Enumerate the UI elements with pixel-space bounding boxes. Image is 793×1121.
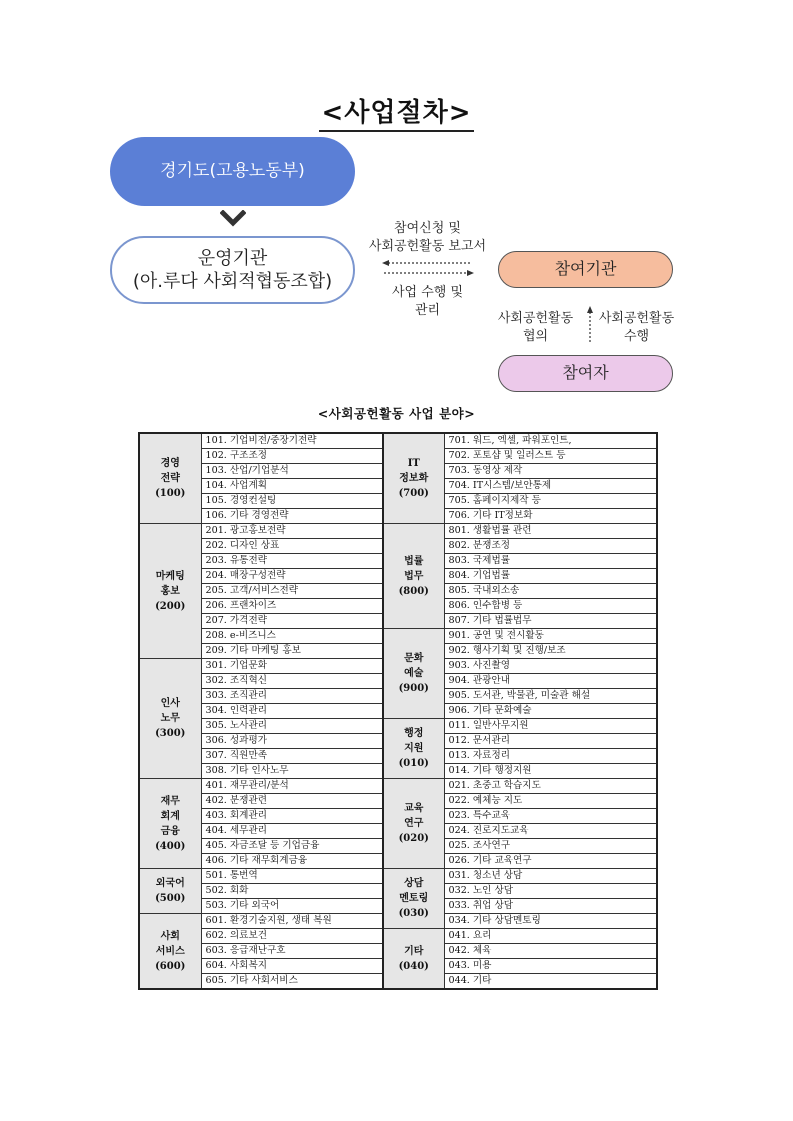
category-label: 전략	[160, 473, 180, 484]
field-item: 402. 분쟁관련	[201, 794, 383, 809]
table-row	[139, 629, 657, 644]
field-item: 703. 동영상 제작	[444, 464, 657, 479]
gov-node: 경기도(고용노동부)	[110, 137, 355, 206]
category-label: 경영	[160, 458, 180, 469]
field-item: 803. 국제법률	[444, 554, 657, 569]
category-label: 상담	[404, 878, 424, 889]
category-label: 법률	[404, 555, 424, 567]
participant-node: 참여자	[498, 355, 673, 392]
field-item: 204. 매장구성전략	[201, 569, 383, 584]
category-label: (600)	[155, 960, 186, 972]
category-label: 행정	[404, 728, 424, 739]
field-item: 405. 자금조달 등 기업금융	[201, 839, 383, 854]
field-item: 103. 산업/기업분석	[201, 464, 383, 479]
category-label: IT	[407, 458, 420, 469]
category-label: 외국어	[155, 878, 185, 889]
field-item: 303. 조직관리	[201, 689, 383, 704]
table-row	[139, 524, 657, 539]
field-item: 602. 의료보건	[201, 929, 383, 944]
category-label: 인사	[160, 698, 180, 709]
page-title: <사업절차>	[0, 92, 793, 129]
flow-label-perform: 사회공헌활동 수행	[598, 311, 675, 345]
field-item: 024. 진로지도교육	[444, 824, 657, 839]
field-item: 206. 프랜차이즈	[201, 599, 383, 614]
field-item: 305. 노사관리	[201, 719, 383, 734]
field-item: 902. 행사기획 및 진행/보조	[444, 644, 657, 659]
field-item: 804. 기업법률	[444, 569, 657, 584]
field-item: 023. 특수교육	[444, 809, 657, 824]
table-row	[139, 719, 657, 734]
field-item: 904. 관광안내	[444, 674, 657, 689]
operator-node: 운영기관 (아.루다 사회적협동조합)	[110, 236, 355, 304]
category-label: (040)	[398, 960, 429, 972]
field-item: 501. 통번역	[201, 869, 383, 884]
category-label: 지원	[404, 743, 424, 754]
category-cell	[383, 433, 444, 524]
category-label: (300)	[155, 728, 186, 739]
field-item: 706. 기타 IT정보화	[444, 509, 657, 524]
category-label: (020)	[398, 833, 429, 844]
institution-node: 참여기관	[498, 251, 673, 288]
bidirectional-arrow-icon	[382, 258, 474, 278]
category-label: 문화	[404, 653, 424, 664]
field-item: 032. 노인 상담	[444, 884, 657, 899]
category-cell	[383, 629, 444, 719]
category-cell	[139, 524, 201, 659]
field-item: 704. IT시스템/보안통제	[444, 479, 657, 494]
field-item: 807. 기타 법률법무	[444, 614, 657, 629]
field-item: 308. 기타 인사노무	[201, 764, 383, 779]
category-label: (700)	[398, 488, 429, 499]
field-item: 011. 일반사무지원	[444, 719, 657, 734]
field-item: 026. 기타 교육연구	[444, 854, 657, 869]
field-item: 043. 미용	[444, 959, 657, 974]
field-item: 041. 요리	[444, 929, 657, 944]
field-item: 805. 국내외소송	[444, 584, 657, 599]
field-item: 307. 직원만족	[201, 749, 383, 764]
category-label: (400)	[155, 840, 186, 852]
field-item: 101. 기업비전/중장기전략	[201, 433, 383, 449]
category-cell	[139, 869, 201, 914]
category-label: 법무	[404, 570, 424, 582]
flow-label-consult: 사회공헌활동 협의	[497, 311, 574, 345]
category-label: 연구	[404, 818, 424, 829]
table-row	[139, 433, 657, 449]
field-item: 025. 조사연구	[444, 839, 657, 854]
category-cell	[383, 524, 444, 629]
chevron-down-icon	[220, 210, 246, 228]
category-label: 사회	[160, 930, 180, 942]
table-title: <사회공헌활동 사업 분야>	[317, 406, 476, 421]
category-cell	[383, 869, 444, 929]
field-item: 905. 도서관, 박물관, 미술관 해설	[444, 689, 657, 704]
field-item: 207. 가격전략	[201, 614, 383, 629]
category-cell	[383, 719, 444, 779]
category-label: (030)	[398, 908, 429, 919]
field-item: 502. 회화	[201, 884, 383, 899]
field-item: 033. 취업 상담	[444, 899, 657, 914]
field-item: 903. 사진촬영	[444, 659, 657, 674]
field-item: 306. 성과평가	[201, 734, 383, 749]
field-item: 209. 기타 마케팅 홍보	[201, 644, 383, 659]
field-item: 802. 분쟁조정	[444, 539, 657, 554]
category-label: (900)	[398, 683, 429, 694]
field-item: 906. 기타 문화예술	[444, 704, 657, 719]
category-label: (200)	[155, 600, 186, 612]
field-item: 202. 디자인 상표	[201, 539, 383, 554]
category-label: 기타	[404, 945, 424, 957]
category-label: 정보화	[399, 473, 429, 484]
category-label: 노무	[160, 713, 180, 724]
field-item: 304. 인력관리	[201, 704, 383, 719]
category-label: 마케팅	[155, 570, 185, 582]
field-item: 105. 경영컨설팅	[201, 494, 383, 509]
table-row	[139, 869, 657, 884]
fields-table	[138, 432, 658, 990]
field-item: 601. 환경기술지원, 생태 복원	[201, 914, 383, 929]
field-item: 021. 초중고 학습지도	[444, 779, 657, 794]
category-cell	[383, 779, 444, 869]
field-item: 404. 세무관리	[201, 824, 383, 839]
field-item: 406. 기타 재무회계금융	[201, 854, 383, 869]
field-item: 012. 문서관리	[444, 734, 657, 749]
category-cell	[139, 433, 201, 524]
field-item: 403. 회계관리	[201, 809, 383, 824]
field-item: 301. 기업문화	[201, 659, 383, 674]
flow-label-management: 사업 수행 및 관리	[391, 285, 464, 319]
table-row	[139, 779, 657, 794]
field-item: 102. 구조조정	[201, 449, 383, 464]
field-item: 901. 공연 및 전시활동	[444, 629, 657, 644]
category-label: (500)	[155, 893, 186, 904]
category-label: 멘토링	[399, 893, 429, 904]
field-item: 022. 예체능 지도	[444, 794, 657, 809]
fields-table-body	[139, 433, 657, 989]
category-label: 서비스	[155, 945, 185, 957]
field-item: 705. 홈페이지제작 등	[444, 494, 657, 509]
category-label: (010)	[398, 758, 429, 769]
field-item: 208. e-비즈니스	[201, 629, 383, 644]
field-item: 503. 기타 외국어	[201, 899, 383, 914]
field-item: 104. 사업계획	[201, 479, 383, 494]
field-item: 042. 체육	[444, 944, 657, 959]
field-item: 044. 기타	[444, 974, 657, 990]
field-item: 603. 응급재난구호	[201, 944, 383, 959]
category-label: 교육	[404, 803, 424, 814]
field-item: 205. 고객/서비스전략	[201, 584, 383, 599]
field-item: 031. 청소년 상담	[444, 869, 657, 884]
category-label: 홍보	[160, 585, 180, 597]
category-label: 재무	[160, 795, 180, 807]
table-row	[139, 929, 657, 944]
field-item: 701. 워드, 엑셀, 파워포인트,	[444, 433, 657, 449]
category-cell	[139, 659, 201, 779]
category-label: 금융	[160, 825, 180, 837]
category-label: 회계	[160, 810, 180, 822]
field-item: 401. 재무관리/분석	[201, 779, 383, 794]
field-item: 034. 기타 상담멘토링	[444, 914, 657, 929]
field-item: 201. 광고홍보전략	[201, 524, 383, 539]
field-item: 604. 사회복지	[201, 959, 383, 974]
category-label: 예술	[404, 668, 424, 679]
field-item: 806. 인수합병 등	[444, 599, 657, 614]
category-label: (800)	[398, 585, 429, 597]
category-cell	[383, 929, 444, 990]
category-label: (100)	[155, 488, 186, 499]
field-item: 605. 기타 사회서비스	[201, 974, 383, 990]
field-item: 801. 생활법률 관련	[444, 524, 657, 539]
category-cell	[139, 779, 201, 869]
flow-label-application: 참여신청 및 사회공헌활동 보고서	[368, 221, 487, 255]
field-item: 013. 자료정리	[444, 749, 657, 764]
field-item: 302. 조직혁신	[201, 674, 383, 689]
field-item: 702. 포토샵 및 일러스트 등	[444, 449, 657, 464]
field-item: 203. 유통전략	[201, 554, 383, 569]
category-cell	[139, 914, 201, 990]
field-item: 014. 기타 행정지원	[444, 764, 657, 779]
field-item: 106. 기타 경영전략	[201, 509, 383, 524]
